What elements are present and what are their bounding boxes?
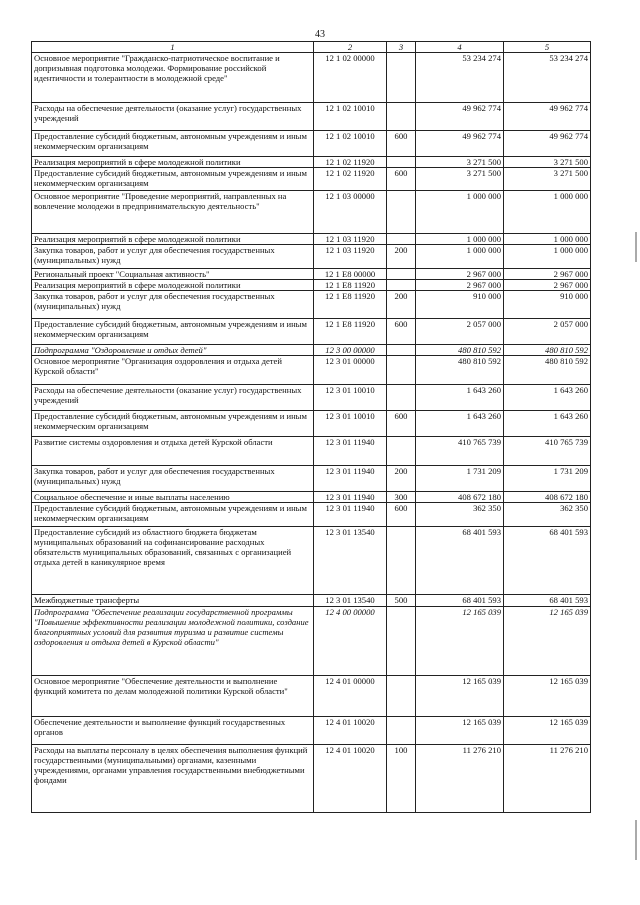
row-expense-type-cell: 100 — [387, 745, 416, 813]
row-name-cell: Реализация мероприятий в сфере молодежной политики — [32, 157, 314, 168]
row-code-cell: 12 4 01 10020 — [314, 745, 387, 813]
row-expense-type-cell: 200 — [387, 466, 416, 492]
row-name-cell: Предоставление субсидий бюджетным, автономным учреждениям и иным некоммерческим организациям — [32, 131, 314, 157]
row-expense-type-cell — [387, 345, 416, 356]
row-amount-2-cell: 12 165 039 — [504, 717, 591, 745]
table-row — [32, 503, 591, 527]
row-amount-1-cell: 910 000 — [416, 291, 504, 319]
scan-edge-mark — [635, 232, 637, 262]
row-name-cell: Предоставление субсидий из областного бюджета бюджетам муниципальных образований на софинансирование расходных обязательств муниципальных образований, связанных с организацией отдыха детей в каникулярное время — [32, 527, 314, 595]
row-expense-type-cell — [387, 53, 416, 103]
header-col-2: 2 — [314, 42, 387, 53]
row-amount-2-cell: 68 401 593 — [504, 595, 591, 607]
row-amount-2-cell: 53 234 274 — [504, 53, 591, 103]
table-header — [32, 42, 591, 53]
row-amount-2-cell: 49 962 774 — [504, 131, 591, 157]
row-amount-1-cell: 362 350 — [416, 503, 504, 527]
table-row — [32, 595, 591, 607]
row-expense-type-cell: 600 — [387, 503, 416, 527]
table-row — [32, 269, 591, 280]
table-row — [32, 53, 591, 103]
row-amount-1-cell: 2 967 000 — [416, 269, 504, 280]
row-expense-type-cell: 200 — [387, 291, 416, 319]
row-name-cell: Закупка товаров, работ и услуг для обеспечения государственных (муниципальных) нужд — [32, 245, 314, 269]
row-name-cell: Социальное обеспечение и иные выплаты населению — [32, 492, 314, 503]
row-code-cell: 12 1 E8 11920 — [314, 319, 387, 345]
row-name-cell: Предоставление субсидий бюджетным, автономным учреждениям и иным некоммерческим организациям — [32, 168, 314, 191]
row-amount-1-cell: 1 000 000 — [416, 191, 504, 234]
row-code-cell: 12 3 01 11940 — [314, 466, 387, 492]
row-code-cell: 12 3 01 10010 — [314, 411, 387, 437]
row-amount-1-cell: 1 643 260 — [416, 385, 504, 411]
row-code-cell: 12 4 01 10020 — [314, 717, 387, 745]
row-code-cell: 12 1 02 11920 — [314, 157, 387, 168]
row-amount-2-cell: 480 810 592 — [504, 345, 591, 356]
row-amount-2-cell: 3 271 500 — [504, 157, 591, 168]
row-code-cell: 12 3 01 13540 — [314, 527, 387, 595]
row-expense-type-cell — [387, 356, 416, 385]
row-code-cell: 12 4 00 00000 — [314, 607, 387, 676]
row-expense-type-cell — [387, 676, 416, 717]
row-code-cell: 12 1 E8 11920 — [314, 291, 387, 319]
row-amount-2-cell: 362 350 — [504, 503, 591, 527]
row-expense-type-cell: 200 — [387, 245, 416, 269]
table-row — [32, 291, 591, 319]
row-amount-1-cell: 12 165 039 — [416, 676, 504, 717]
row-amount-1-cell: 49 962 774 — [416, 103, 504, 131]
row-code-cell: 12 1 03 00000 — [314, 191, 387, 234]
header-col-4: 4 — [416, 42, 504, 53]
row-name-cell: Закупка товаров, работ и услуг для обеспечения государственных (муниципальных) нужд — [32, 466, 314, 492]
row-amount-1-cell: 53 234 274 — [416, 53, 504, 103]
row-code-cell: 12 1 02 10010 — [314, 131, 387, 157]
row-amount-2-cell: 12 165 039 — [504, 607, 591, 676]
table-row — [32, 168, 591, 191]
table-row — [32, 411, 591, 437]
row-code-cell: 12 1 02 00000 — [314, 53, 387, 103]
row-code-cell: 12 3 01 11940 — [314, 437, 387, 466]
row-expense-type-cell — [387, 280, 416, 291]
page-number: 43 — [315, 29, 325, 40]
table-row — [32, 492, 591, 503]
row-expense-type-cell — [387, 717, 416, 745]
scan-edge-mark — [635, 820, 637, 860]
row-amount-1-cell: 68 401 593 — [416, 527, 504, 595]
row-amount-2-cell: 410 765 739 — [504, 437, 591, 466]
row-expense-type-cell: 300 — [387, 492, 416, 503]
table-row — [32, 356, 591, 385]
row-amount-1-cell: 49 962 774 — [416, 131, 504, 157]
header-row — [32, 42, 591, 53]
row-code-cell: 12 1 03 11920 — [314, 245, 387, 269]
row-name-cell: Реализация мероприятий в сфере молодежной политики — [32, 234, 314, 245]
row-amount-2-cell: 1 643 260 — [504, 385, 591, 411]
row-amount-1-cell: 12 165 039 — [416, 717, 504, 745]
row-amount-2-cell: 408 672 180 — [504, 492, 591, 503]
table-row — [32, 527, 591, 595]
row-amount-2-cell: 1 000 000 — [504, 245, 591, 269]
row-name-cell: Развитие системы оздоровления и отдыха детей Курской области — [32, 437, 314, 466]
header-col-5: 5 — [504, 42, 591, 53]
row-expense-type-cell — [387, 157, 416, 168]
row-expense-type-cell: 500 — [387, 595, 416, 607]
table-row — [32, 466, 591, 492]
row-name-cell: Расходы на обеспечение деятельности (оказание услуг) государственных учреждений — [32, 385, 314, 411]
row-code-cell: 12 1 E8 00000 — [314, 269, 387, 280]
row-amount-1-cell: 408 672 180 — [416, 492, 504, 503]
table-row — [32, 103, 591, 131]
row-name-cell: Основное мероприятие "Организация оздоровления и отдыха детей Курской области" — [32, 356, 314, 385]
table-row — [32, 234, 591, 245]
table-row — [32, 157, 591, 168]
row-amount-2-cell: 3 271 500 — [504, 168, 591, 191]
row-amount-1-cell: 2 967 000 — [416, 280, 504, 291]
budget-table — [31, 41, 591, 813]
row-amount-1-cell: 480 810 592 — [416, 345, 504, 356]
row-amount-2-cell: 1 000 000 — [504, 191, 591, 234]
row-name-cell: Обеспечение деятельности и выполнение функций государственных органов — [32, 717, 314, 745]
row-code-cell: 12 1 02 11920 — [314, 168, 387, 191]
table-row — [32, 717, 591, 745]
row-amount-2-cell: 1 000 000 — [504, 234, 591, 245]
row-code-cell: 12 3 01 10010 — [314, 385, 387, 411]
row-amount-1-cell: 480 810 592 — [416, 356, 504, 385]
row-expense-type-cell — [387, 527, 416, 595]
row-name-cell: Предоставление субсидий бюджетным, автономным учреждениям и иным некоммерческим организациям — [32, 503, 314, 527]
table-row — [32, 385, 591, 411]
row-amount-2-cell: 1 731 209 — [504, 466, 591, 492]
table-row — [32, 607, 591, 676]
row-code-cell: 12 3 01 11940 — [314, 492, 387, 503]
table-row — [32, 280, 591, 291]
row-expense-type-cell — [387, 385, 416, 411]
row-code-cell: 12 3 01 11940 — [314, 503, 387, 527]
row-name-cell: Предоставление субсидий бюджетным, автономным учреждениям и иным некоммерческим организациям — [32, 411, 314, 437]
row-name-cell: Основное мероприятие "Гражданско-патриотическое воспитание и допризывная подготовка молодежи. Формирование российской идентичности и толерантности в молодежной среде" — [32, 53, 314, 103]
table-row — [32, 745, 591, 813]
row-expense-type-cell: 600 — [387, 411, 416, 437]
row-name-cell: Расходы на обеспечение деятельности (оказание услуг) государственных учреждений — [32, 103, 314, 131]
table-row — [32, 319, 591, 345]
row-amount-1-cell: 3 271 500 — [416, 168, 504, 191]
row-code-cell: 12 4 01 00000 — [314, 676, 387, 717]
row-amount-1-cell: 12 165 039 — [416, 607, 504, 676]
row-amount-2-cell: 480 810 592 — [504, 356, 591, 385]
row-name-cell: Подпрограмма "Обеспечение реализации государственной программы "Повышение эффективности реализации молодежной политики, создание благоприятных условий для развития туризма и развитие системы оздоровления и отдыха детей в Курской области" — [32, 607, 314, 676]
row-amount-1-cell: 1 731 209 — [416, 466, 504, 492]
table-row — [32, 345, 591, 356]
row-amount-1-cell: 1 000 000 — [416, 234, 504, 245]
row-code-cell: 12 1 02 10010 — [314, 103, 387, 131]
header-col-1: 1 — [32, 42, 314, 53]
row-amount-1-cell: 11 276 210 — [416, 745, 504, 813]
row-amount-2-cell: 12 165 039 — [504, 676, 591, 717]
row-name-cell: Основное мероприятие "Проведение мероприятий, направленных на вовлечение молодежи в предпринимательскую деятельность" — [32, 191, 314, 234]
row-amount-2-cell: 2 967 000 — [504, 280, 591, 291]
row-code-cell: 12 3 01 00000 — [314, 356, 387, 385]
row-code-cell: 12 3 01 13540 — [314, 595, 387, 607]
row-code-cell: 12 1 03 11920 — [314, 234, 387, 245]
row-expense-type-cell — [387, 234, 416, 245]
row-amount-1-cell: 1 643 260 — [416, 411, 504, 437]
row-expense-type-cell — [387, 269, 416, 280]
row-expense-type-cell — [387, 437, 416, 466]
table-row — [32, 245, 591, 269]
row-name-cell: Основное мероприятие "Обеспечение деятельности и выполнение функций комитета по делам молодежной политики Курской области" — [32, 676, 314, 717]
row-amount-1-cell: 68 401 593 — [416, 595, 504, 607]
row-expense-type-cell: 600 — [387, 319, 416, 345]
table-row — [32, 191, 591, 234]
row-amount-2-cell: 11 276 210 — [504, 745, 591, 813]
row-code-cell: 12 3 00 00000 — [314, 345, 387, 356]
row-amount-2-cell: 1 643 260 — [504, 411, 591, 437]
row-amount-2-cell: 910 000 — [504, 291, 591, 319]
row-amount-1-cell: 3 271 500 — [416, 157, 504, 168]
row-amount-2-cell: 49 962 774 — [504, 103, 591, 131]
row-name-cell: Предоставление субсидий бюджетным, автономным учреждениям и иным некоммерческим организациям — [32, 319, 314, 345]
row-amount-1-cell: 410 765 739 — [416, 437, 504, 466]
table-row — [32, 676, 591, 717]
row-name-cell: Расходы на выплаты персоналу в целях обеспечения выполнения функций государственными (муниципальными) органами, казенными учреждениями, органами управления государственными внебюджетными фондами — [32, 745, 314, 813]
row-expense-type-cell — [387, 607, 416, 676]
row-name-cell: Региональный проект "Социальная активность" — [32, 269, 314, 280]
table-row — [32, 131, 591, 157]
row-expense-type-cell: 600 — [387, 168, 416, 191]
row-amount-1-cell: 2 057 000 — [416, 319, 504, 345]
table-row — [32, 437, 591, 466]
row-expense-type-cell — [387, 103, 416, 131]
row-amount-2-cell: 68 401 593 — [504, 527, 591, 595]
row-name-cell: Реализация мероприятий в сфере молодежной политики — [32, 280, 314, 291]
table-body — [32, 53, 591, 813]
row-name-cell: Межбюджетные трансферты — [32, 595, 314, 607]
row-amount-2-cell: 2 967 000 — [504, 269, 591, 280]
header-col-3: 3 — [387, 42, 416, 53]
row-expense-type-cell: 600 — [387, 131, 416, 157]
row-name-cell: Закупка товаров, работ и услуг для обеспечения государственных (муниципальных) нужд — [32, 291, 314, 319]
row-amount-2-cell: 2 057 000 — [504, 319, 591, 345]
row-expense-type-cell — [387, 191, 416, 234]
row-name-cell: Подпрограмма "Оздоровление и отдых детей" — [32, 345, 314, 356]
row-amount-1-cell: 1 000 000 — [416, 245, 504, 269]
row-code-cell: 12 1 E8 11920 — [314, 280, 387, 291]
